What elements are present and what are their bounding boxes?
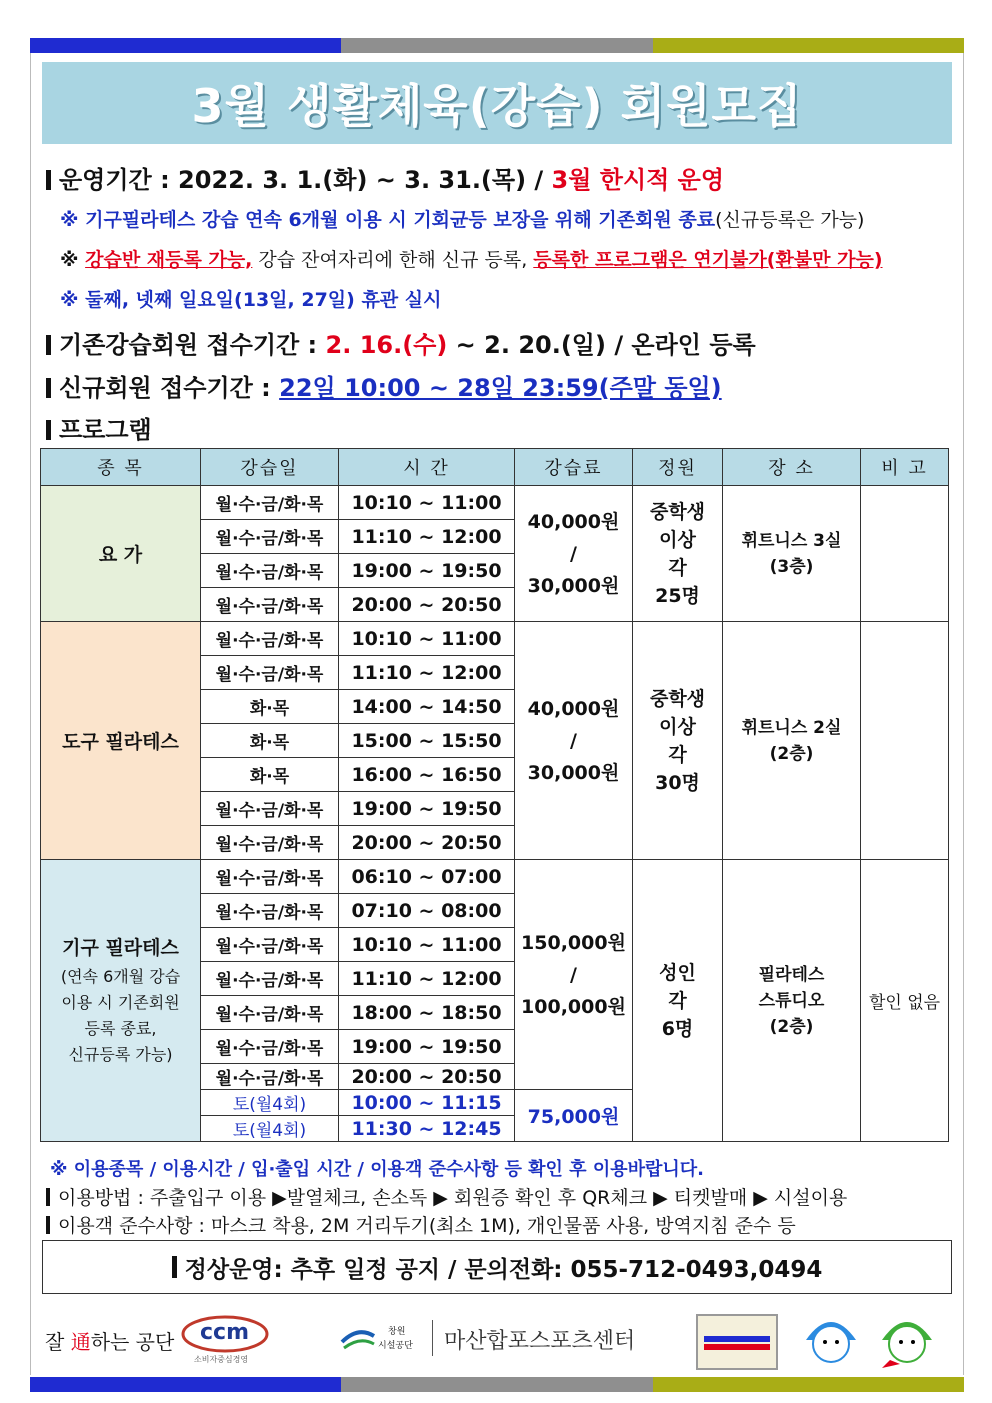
existing-member-period: 기존강습회원 접수기간 : 2. 16.(수) ~ 2. 20.(일) / 온라인 등록 [46, 325, 756, 360]
table-header-row [41, 449, 949, 486]
col-header: 강습료 [515, 449, 633, 486]
class-time: 11:10 ~ 12:00 [339, 656, 515, 690]
bullet-bar-icon [172, 1256, 177, 1278]
top-color-stripe [30, 38, 964, 53]
class-days: 월·수·금/화·목 [201, 928, 339, 962]
page-title: 3월 생활체육(강습) 회원모집 [191, 79, 803, 133]
group-equipment-pilates [41, 860, 949, 1142]
class-days: 토(월4회) [201, 1116, 339, 1142]
class-time: 19:00 ~ 19:50 [339, 1030, 515, 1064]
class-days: 월·수·금/화·목 [201, 996, 339, 1030]
bullet-bar-icon [46, 335, 51, 355]
col-header: 시 간 [339, 449, 515, 486]
class-time: 10:10 ~ 11:00 [339, 622, 515, 656]
footer-logos [40, 1310, 952, 1370]
class-days: 월·수·금/화·목 [201, 520, 339, 554]
class-time: 10:10 ~ 11:00 [339, 486, 515, 520]
class-time: 11:10 ~ 12:00 [339, 962, 515, 996]
operation-period: 운영기간 : 2022. 3. 1.(화) ~ 3. 31.(목) / 3월 한시적 운영 [46, 160, 724, 195]
note-3: ※ 둘째, 넷째 일요일(13일, 27일) 휴관 실시 [60, 289, 442, 311]
bullet-bar-icon [46, 1216, 50, 1234]
fee: 150,000원 / 100,000원 [515, 860, 633, 1090]
title-banner [42, 62, 952, 144]
col-header: 비 고 [861, 449, 949, 486]
usage-method: 이용방법 : 주출입구 이용 ▶발열체크, 손소독 ▶ 회원증 확인 후 QR체크 ▶ 티켓발매 ▶ 시설이용 [46, 1183, 847, 1210]
class-days: 월·수·금/화·목 [201, 588, 339, 622]
col-header: 종 목 [41, 449, 201, 486]
changwon-swoosh-icon [338, 1324, 378, 1354]
program-name: 요 가 [41, 486, 201, 622]
period-highlight: 3월 한시적 운영 [551, 166, 725, 194]
remark [861, 622, 949, 860]
class-time: 11:30 ~ 12:45 [339, 1116, 515, 1142]
col-header: 장 소 [723, 449, 861, 486]
class-days: 월·수·금/화·목 [201, 486, 339, 520]
mascot-green-icon [872, 1310, 942, 1370]
logo-divider [432, 1320, 433, 1356]
class-days: 월·수·금/화·목 [201, 826, 339, 860]
note-2: ※ 강습반 재등록 가능, 강습 잔여자리에 한해 신규 등록, 등록한 프로그램은 연기불가(환불만 가능) [60, 249, 883, 271]
fee: 40,000원 / 30,000원 [515, 622, 633, 860]
place: 휘트니스 2실 (2층) [723, 622, 861, 860]
class-days: 월·수·금/화·목 [201, 1064, 339, 1090]
table-row [41, 622, 949, 656]
place: 필라테스 스튜디오 (2층) [723, 860, 861, 1142]
changwon-logo: 창원 시설공단 [338, 1324, 438, 1360]
class-days: 월·수·금/화·목 [201, 962, 339, 996]
class-days: 월·수·금/화·목 [201, 656, 339, 690]
class-days: 월·수·금/화·목 [201, 1030, 339, 1064]
class-time: 19:00 ~ 19:50 [339, 792, 515, 826]
place: 휘트니스 3실 (3층) [723, 486, 861, 622]
table-row [41, 486, 949, 520]
class-days: 월·수·금/화·목 [201, 792, 339, 826]
slogan: 잘 通하는 공단 [45, 1330, 175, 1354]
class-days: 화·목 [201, 758, 339, 792]
bullet-bar-icon [46, 170, 51, 190]
class-days: 월·수·금/화·목 [201, 622, 339, 656]
class-days: 화·목 [201, 724, 339, 758]
class-days: 월·수·금/화·목 [201, 554, 339, 588]
class-days: 월·수·금/화·목 [201, 894, 339, 928]
new-member-period: 신규회원 접수기간 : 22일 10:00 ~ 28일 23:59(주말 동일) [46, 368, 722, 403]
note-1: ※ 기구필라테스 강습 연속 6개월 이용 시 기회균등 보장을 위해 기존회원 종료(신규등록은 가능) [60, 209, 865, 231]
class-time: 10:10 ~ 11:00 [339, 928, 515, 962]
class-time: 14:00 ~ 14:50 [339, 690, 515, 724]
usage-notice: ※ 이용종목 / 이용시간 / 입·출입 시간 / 이용객 준수사항 등 확인 후 이용바랍니다. [50, 1159, 704, 1180]
mascot-green [872, 1310, 942, 1370]
capacity: 성인 각 6명 [633, 860, 723, 1142]
weekend-fee: 75,000원 [515, 1090, 633, 1142]
bullet-bar-icon [46, 420, 51, 440]
group-tool-pilates [41, 622, 949, 860]
class-time: 20:00 ~ 20:50 [339, 826, 515, 860]
class-days: 화·목 [201, 690, 339, 724]
bullet-bar-icon [46, 378, 51, 398]
fee: 40,000원 / 30,000원 [515, 486, 633, 622]
program-name: 도구 필라테스 [41, 622, 201, 860]
table-row [41, 860, 949, 894]
class-time: 20:00 ~ 20:50 [339, 588, 515, 622]
center-name: 마산합포스포츠센터 [444, 1329, 636, 1354]
capacity: 중학생 이상 각 30명 [633, 622, 723, 860]
mascot-blue-icon [796, 1310, 866, 1370]
class-time: 07:10 ~ 08:00 [339, 894, 515, 928]
class-time: 10:00 ~ 11:15 [339, 1090, 515, 1116]
visitor-rules: 이용객 준수사항 : 마스크 착용, 2M 거리두기(최소 1M), 개인물품 사용, 방역지침 준수 등 [46, 1211, 796, 1238]
bullet-bar-icon [46, 1188, 50, 1206]
certification-badge [696, 1314, 778, 1370]
col-header: 정원 [633, 449, 723, 486]
class-time: 19:00 ~ 19:50 [339, 554, 515, 588]
capacity: 중학생 이상 각 25명 [633, 486, 723, 622]
col-header: 강습일 [201, 449, 339, 486]
program-name: 기구 필라테스 (연속 6개월 강습 이용 시 기존회원 등록 종료, 신규등록 가능) [41, 860, 201, 1142]
mascot-blue [796, 1310, 866, 1370]
contact-box: 정상운영: 추후 일정 공지 / 문의전화: 055-712-0493,0494 [42, 1240, 952, 1294]
program-heading: 프로그램 [46, 410, 152, 445]
class-time: 18:00 ~ 18:50 [339, 996, 515, 1030]
program-table [40, 448, 949, 1142]
certificate-icon [698, 1316, 776, 1368]
remark [861, 486, 949, 622]
class-time: 06:10 ~ 07:00 [339, 860, 515, 894]
ccm-logo: ccm 소비자중심경영 [180, 1314, 270, 1366]
class-time: 20:00 ~ 20:50 [339, 1064, 515, 1090]
class-days: 월·수·금/화·목 [201, 860, 339, 894]
class-time: 11:10 ~ 12:00 [339, 520, 515, 554]
group-yoga [41, 486, 949, 622]
remark: 할인 없음 [861, 860, 949, 1142]
class-time: 15:00 ~ 15:50 [339, 724, 515, 758]
class-days: 토(월4회) [201, 1090, 339, 1116]
class-time: 16:00 ~ 16:50 [339, 758, 515, 792]
bottom-color-stripe [30, 1377, 964, 1392]
